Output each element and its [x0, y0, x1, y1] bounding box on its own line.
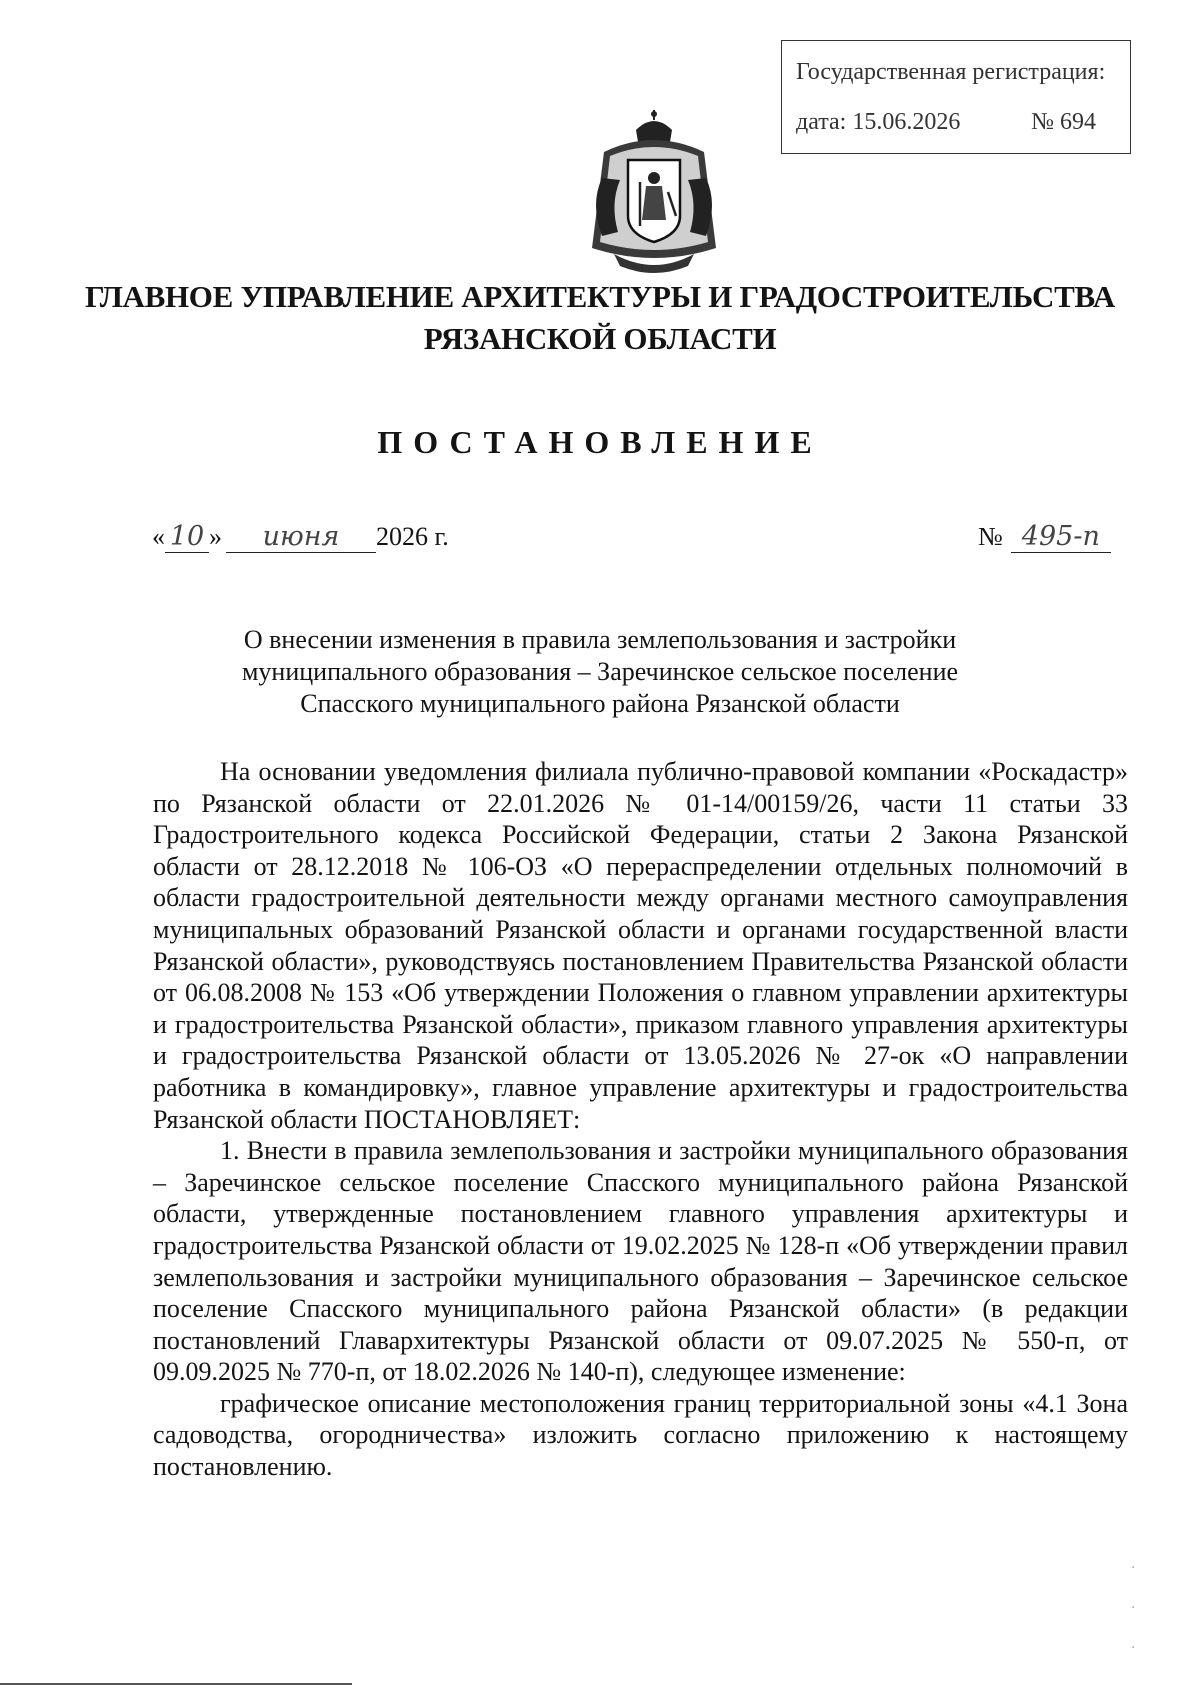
coat-of-arms-emblem: [584, 108, 724, 280]
registration-date: дата: 15.06.2026: [796, 109, 961, 135]
document-number-label: №: [978, 522, 1003, 551]
date-year: 2026 г.: [376, 522, 449, 551]
document-type-title: ПОСТАНОВЛЕНИЕ: [377, 424, 823, 460]
document-date: [152, 522, 449, 553]
scan-artifact-mark: ·: [1131, 1560, 1136, 1576]
agency-name-line2: РЯЗАНСКОЙ ОБЛАСТИ: [423, 321, 777, 356]
agency-name-line1: ГЛАВНОЕ УПРАВЛЕНИЕ АРХИТЕКТУРЫ И ГРАДОСТРОИТЕЛЬСТВА: [84, 279, 1115, 314]
scan-artifact-mark: ·: [1131, 1600, 1136, 1616]
document-number: [978, 522, 1111, 553]
date-close-quote: »: [209, 522, 222, 551]
document-body: [153, 756, 1128, 1483]
preamble-paragraph: На основании уведомления филиала публично-правовой компании «Роскадастр» по Рязанской области от 22.01.2026 № 01-14/00159/26, части 11 статьи 33 Градостроительного кодекса Российской Федерации, статьи 2 Закона Рязанской области от 28.12.2018 № 106-ОЗ «О перераспределении отдельных полномочий в области градостроительной деятельности между органами местного самоуправления муниципальных образований Рязанской области и органами государственной власти Рязанской области», руководствуясь постановлением Правительства Рязанской области от 06.08.2008 № 153 «Об утверждении Положения о главном управлении архитектуры и градостроительства Рязанской области», приказом главного управления архитектуры и градостроительства Рязанской области от 13.05.2026 № 27-ок «О направлении работника в командировку», главное управление архитектуры и градостроительства Рязанской области ПОСТАНОВЛЯЕТ:: [153, 757, 1128, 1134]
subject-line2: муниципального образования – Заречинское сельское поселение: [241, 657, 959, 686]
agency-name: [0, 276, 1200, 360]
date-month-handwritten: июня: [226, 522, 376, 553]
scan-artifact-line: [0, 1683, 352, 1685]
date-day-handwritten: 10: [165, 522, 209, 553]
registration-stamp: [781, 40, 1131, 154]
subject-line1: О внесении изменения в правила землепользования и застройки: [243, 625, 957, 654]
registration-heading: Государственная регистрация:: [796, 59, 1106, 85]
registration-number: № 694: [1031, 109, 1096, 135]
subject-line3: Спасского муниципального района Рязанской области: [300, 689, 900, 718]
item-1-change-paragraph: графическое описание местоположения границ территориальной зоны «4.1 Зона садоводства, огородничества» изложить согласно приложению к настоящему постановлению.: [153, 1388, 1128, 1482]
document-number-handwritten: 495-п: [1011, 522, 1111, 553]
document-subject: [0, 624, 1200, 720]
scan-artifact-mark: ·: [1131, 1640, 1136, 1656]
date-open-quote: «: [152, 522, 165, 551]
item-1-paragraph: 1. Внести в правила землепользования и застройки муниципального образования – Заречинское сельское поселение Спасского муниципального района Рязанской области, утвержденные постановлением главного управления архитектуры и градостроительства Рязанской области от 19.02.2025 № 128-п «Об утверждении правил землепользования и застройки муниципального образования – Заречинское сельское поселение Спасского муниципального района Рязанской области» (в редакции постановлений Главархитектуры Рязанской области от 09.07.2025 № 550-п, от 09.09.2025 № 770-п, от 18.02.2026 № 140-п), следующее изменение:: [153, 1136, 1128, 1387]
